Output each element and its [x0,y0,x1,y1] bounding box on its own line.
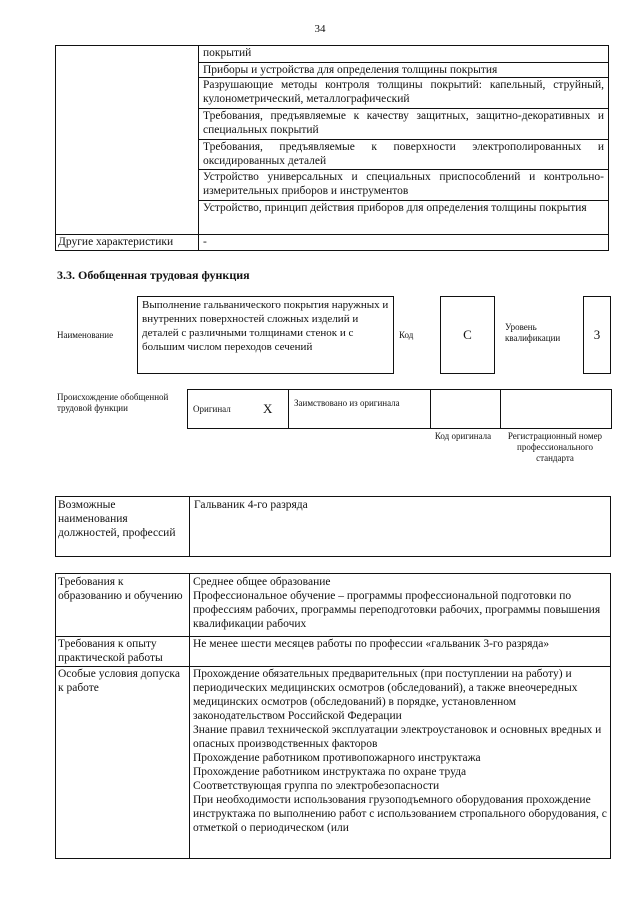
list-item: При необходимости использования грузоподъемного оборудования прохождение инструктажа по выполнению работ с использованием стропального оборудования, с отметкой о периодическом (или [193,794,607,834]
code-value: C [440,296,495,374]
borrowed-label: Заимствовано из оригинала [294,398,400,408]
table-divider [189,574,190,858]
list-item: Прохождение обязательных предварительных (при поступлении на работу) и периодических медицинских осмотров (обследований), а также внеочередных медицинских осмотров (обследований) в порядке, установленном законодательством Российской Федерации [193,668,578,722]
education-value [193,575,607,631]
positions-table [55,496,611,557]
name-label: Наименование [57,330,114,340]
other-characteristics-value: - [203,236,207,248]
requirements-table [55,573,611,859]
other-characteristics-label: Другие характеристики [58,236,174,248]
table-row: Требования, предъявляемые к качеству защитных, защитно-декоративных и специальных покрытий [199,109,608,140]
original-mark: X [263,401,273,416]
list-item: Знание правил технической эксплуатации электроустановок и основных вредных и опасных производственных факторов [193,724,602,750]
list-item: Профессиональное обучение – программы профессиональной подготовки по профессиям рабочих, программы переподготовки рабочих, программы повышения квалификации рабочих [193,590,601,630]
code-original-caption: Код оригинала [434,431,492,441]
special-conditions-value [193,667,607,835]
table-row: Устройство, принцип действия приборов для определения толщины покрытия [203,202,587,214]
positions-value: Гальваник 4-го разряда [194,499,308,511]
experience-label: Требования к опыту практической работы [58,638,163,664]
table-row: Устройство универсальных и специальных приспособлений и контрольно-измерительных приборов и инструментов [199,170,608,201]
code-label: Код [399,330,414,340]
cell-divider [288,390,289,428]
knowledge-table [55,45,609,251]
education-label: Требования к образованию и обучению [58,576,183,602]
list-item: Среднее общее образование [193,576,331,588]
table-row: Требования, предъявляемые к поверхности электрополированных и оксидированных деталей [199,140,608,170]
section-title: 3.3. Обобщенная трудовая функция [57,268,250,282]
list-item: Прохождение работником противопожарного инструктажа [193,752,481,764]
table-row: покрытий [199,46,608,63]
list-item: Прохождение работником инструктажа по охране труда [193,766,467,778]
function-name-value: Выполнение гальванического покрытия наружных и внутренних поверхностей сложных изделий и деталей с различными толщинами стенок и с большим числом переходов сечений [137,296,394,374]
page-number: 34 [314,23,326,35]
cell-divider [500,390,501,428]
list-item: Соответствующая группа по электробезопасности [193,780,440,792]
registration-caption: Регистрационный номер профессионального стандарта [507,431,603,463]
table-row: Разрушающие методы контроля толщины покрытий: капельный, струйный, кулонометрический, металлографический [199,78,608,109]
level-label: Уровень квалификации [505,322,561,343]
origin-table [187,389,612,429]
special-conditions-label: Особые условия допуска к работе [58,668,180,694]
level-value: 3 [583,296,611,374]
origin-label: Происхождение обобщенной трудовой функции [57,392,169,413]
table-row: Приборы и устройства для определения толщины покрытия [199,63,608,78]
original-label: Оригинал [193,404,231,414]
positions-label: Возможные наименования должностей, профессий [58,499,176,539]
other-characteristics-row [56,234,608,250]
experience-value: Не менее шести месяцев работы по профессии «гальваник 3-го разряда» [193,638,550,650]
cell-divider [430,390,431,428]
table-divider [189,497,190,556]
